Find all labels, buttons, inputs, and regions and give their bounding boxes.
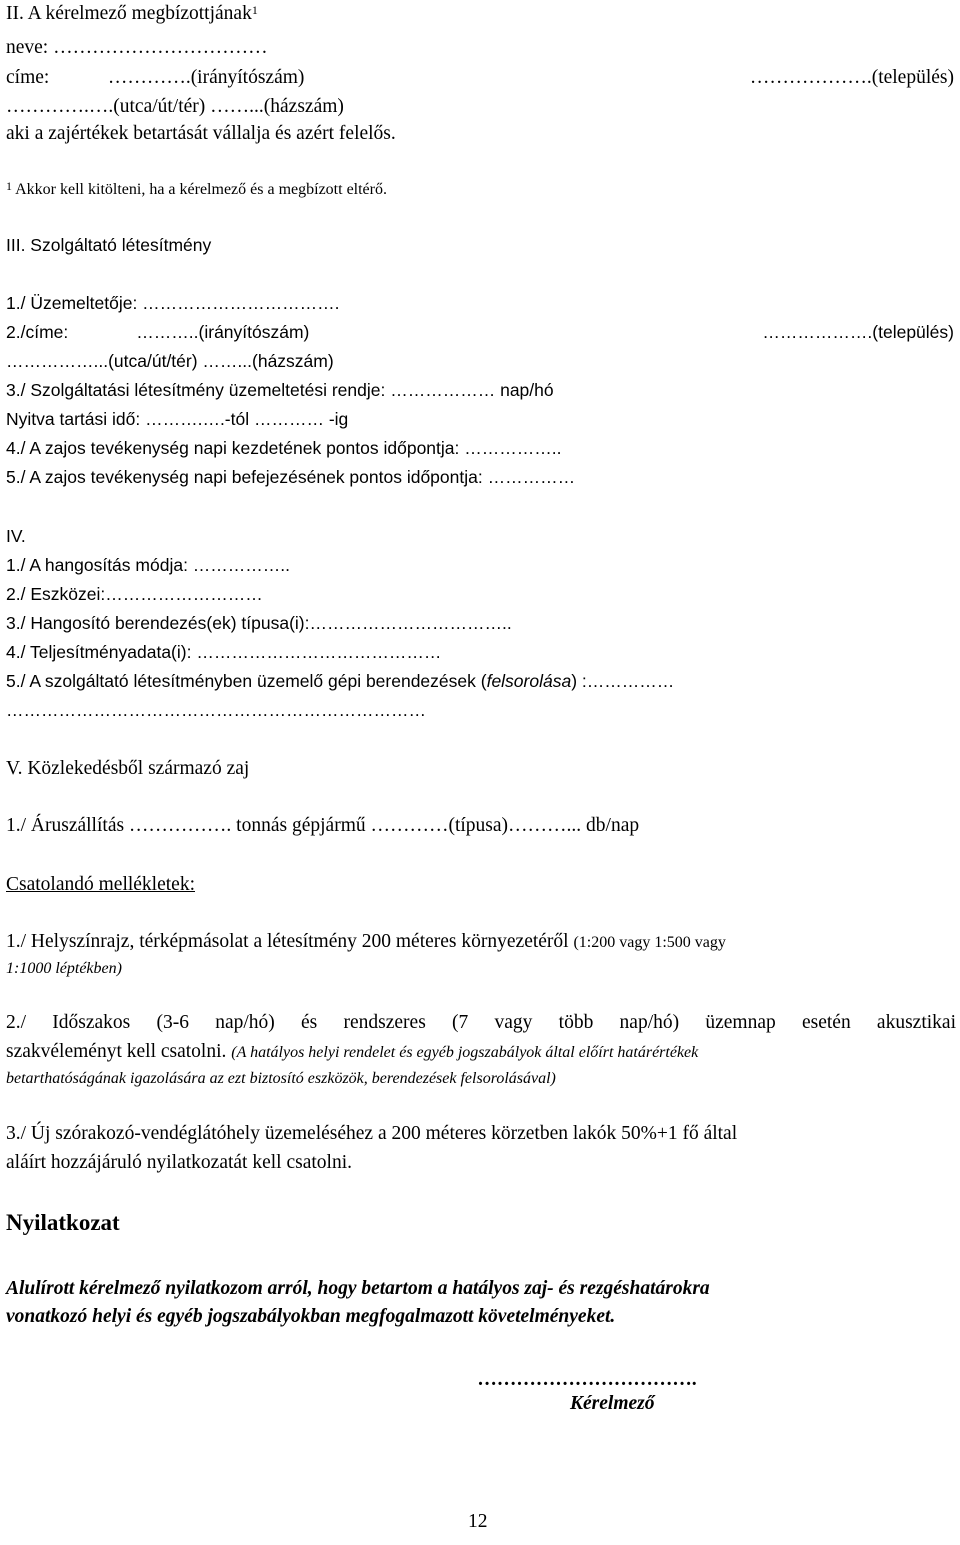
attachment-1-cont: 1:1000 léptékben) (6, 960, 122, 977)
section-3-title: III. Szolgáltató létesítmény (6, 235, 212, 255)
section-2-title-text: II. A kérelmező megbízottjának (6, 3, 252, 24)
attachment-2-note: (A hatályos helyi rendelet és egyéb jogszabályok által előírt határértékek (231, 1044, 699, 1061)
machinery-list-cont: ……………………………………………………………… (6, 700, 426, 720)
amplification-devices: 2./ Eszközei:……………………… (6, 584, 263, 604)
power-data: 4./ Teljesítményadata(i): …………………………………… (6, 642, 442, 662)
machinery-list-italic: felsorolása (486, 671, 572, 691)
noisy-activity-end: 5./ A zajos tevékenység napi befejezésének pontos időpontja: …………… (6, 467, 576, 487)
agent-name-field: neve: …………………………… (6, 37, 268, 58)
attachment-2-text: szakvéleményt kell csatolni. (6, 1041, 232, 1062)
attachment-1 (6, 930, 726, 955)
attachment-3-line2: aláírt hozzájáruló nyilatkozatát kell csatolni. (6, 1152, 352, 1173)
agent-responsibility: aki a zajértékek betartását vállalja és azért felelős. (6, 123, 396, 144)
attachment-2-line3: betarthatóságának igazolására az ezt biztosító eszközök, berendezések felsorolásával) (6, 1070, 556, 1087)
attachment-1-scale: (1:200 vagy 1:500 vagy (573, 934, 726, 951)
operator-field: 1./ Üzemeltetője: ……………………………. (6, 293, 340, 313)
amplifier-types: 3./ Hangosító berendezés(ek) típusa(i):…………………………….. (6, 613, 512, 633)
signature-line: ……………………………. (478, 1369, 698, 1390)
section-5-title: V. Közlekedésből származó zaj (6, 758, 250, 779)
attachment-3-line1: 3./ Új szórakozó-vendéglátóhely üzemeléséhez a 200 méteres körzetben lakók 50%+1 fő által (6, 1123, 738, 1144)
freight-transport: 1./ Áruszállítás ……………. tonnás gépjármű …………(típusa)………... db/nap (6, 815, 640, 836)
agent-address-street: ………….….(utca/út/tér) ……...(házszám) (6, 96, 344, 117)
footnote-text: Akkor kell kitölteni, ha a kérelmező és a megbízott eltérő. (12, 181, 387, 198)
footnote-mark: 1 (6, 179, 12, 193)
declaration-title: Nyilatkozat (6, 1210, 120, 1235)
section-2-title (6, 2, 258, 26)
attachment-1-text: 1./ Helyszínrajz, térképmásolat a létesítmény 200 méteres környezetéről (6, 931, 574, 952)
declaration-line1: Alulírott kérelmező nyilatkozom arról, hogy betartom a hatályos zaj- és rezgéshatárokra (6, 1278, 710, 1299)
machinery-list-prefix: 5./ A szolgáltató létesítményben üzemelő gépi berendezések ( (6, 671, 487, 691)
attachments-title: Csatolandó mellékletek: (6, 874, 195, 895)
footnote (6, 178, 387, 202)
facility-address-street: ……………...(utca/út/tér) ……...(házszám) (6, 351, 334, 371)
operating-schedule: 3./ Szolgáltatási létesítmény üzemeltetési rendje: ……………… nap/hó (6, 380, 554, 400)
facility-address-city: ……………….(település) (762, 322, 954, 342)
section-4-title: IV. (6, 526, 26, 546)
agent-address-city: ……………….(település) (749, 67, 954, 88)
machinery-list-suffix: ) :…………… (571, 671, 675, 691)
facility-address-zip: 2./címe: ………..(irányítószám) (6, 322, 310, 342)
noisy-activity-start: 4./ A zajos tevékenység napi kezdetének pontos időpontja: …………….. (6, 438, 562, 458)
agent-address-zip: címe: ………….(irányítószám) (6, 67, 305, 88)
attachment-2-line2 (6, 1040, 698, 1065)
attachment-2-line1: 2./ Időszakos (3-6 nap/hó) és rendszeres (7 vagy több nap/hó) üzemnap esetén akusztikai (6, 1012, 956, 1033)
signature-label: Kérelmező (570, 1393, 655, 1414)
declaration-line2: vonatkozó helyi és egyéb jogszabályokban megfogalmazott követelményeket. (6, 1306, 616, 1327)
opening-hours: Nyitva tartási idő: ……….….-tól ………… -ig (6, 409, 349, 429)
amplification-method: 1./ A hangosítás módja: …………….. (6, 555, 291, 575)
footnote-ref: 1 (251, 3, 258, 17)
page-number: 12 (468, 1511, 488, 1532)
machinery-list (6, 669, 674, 693)
